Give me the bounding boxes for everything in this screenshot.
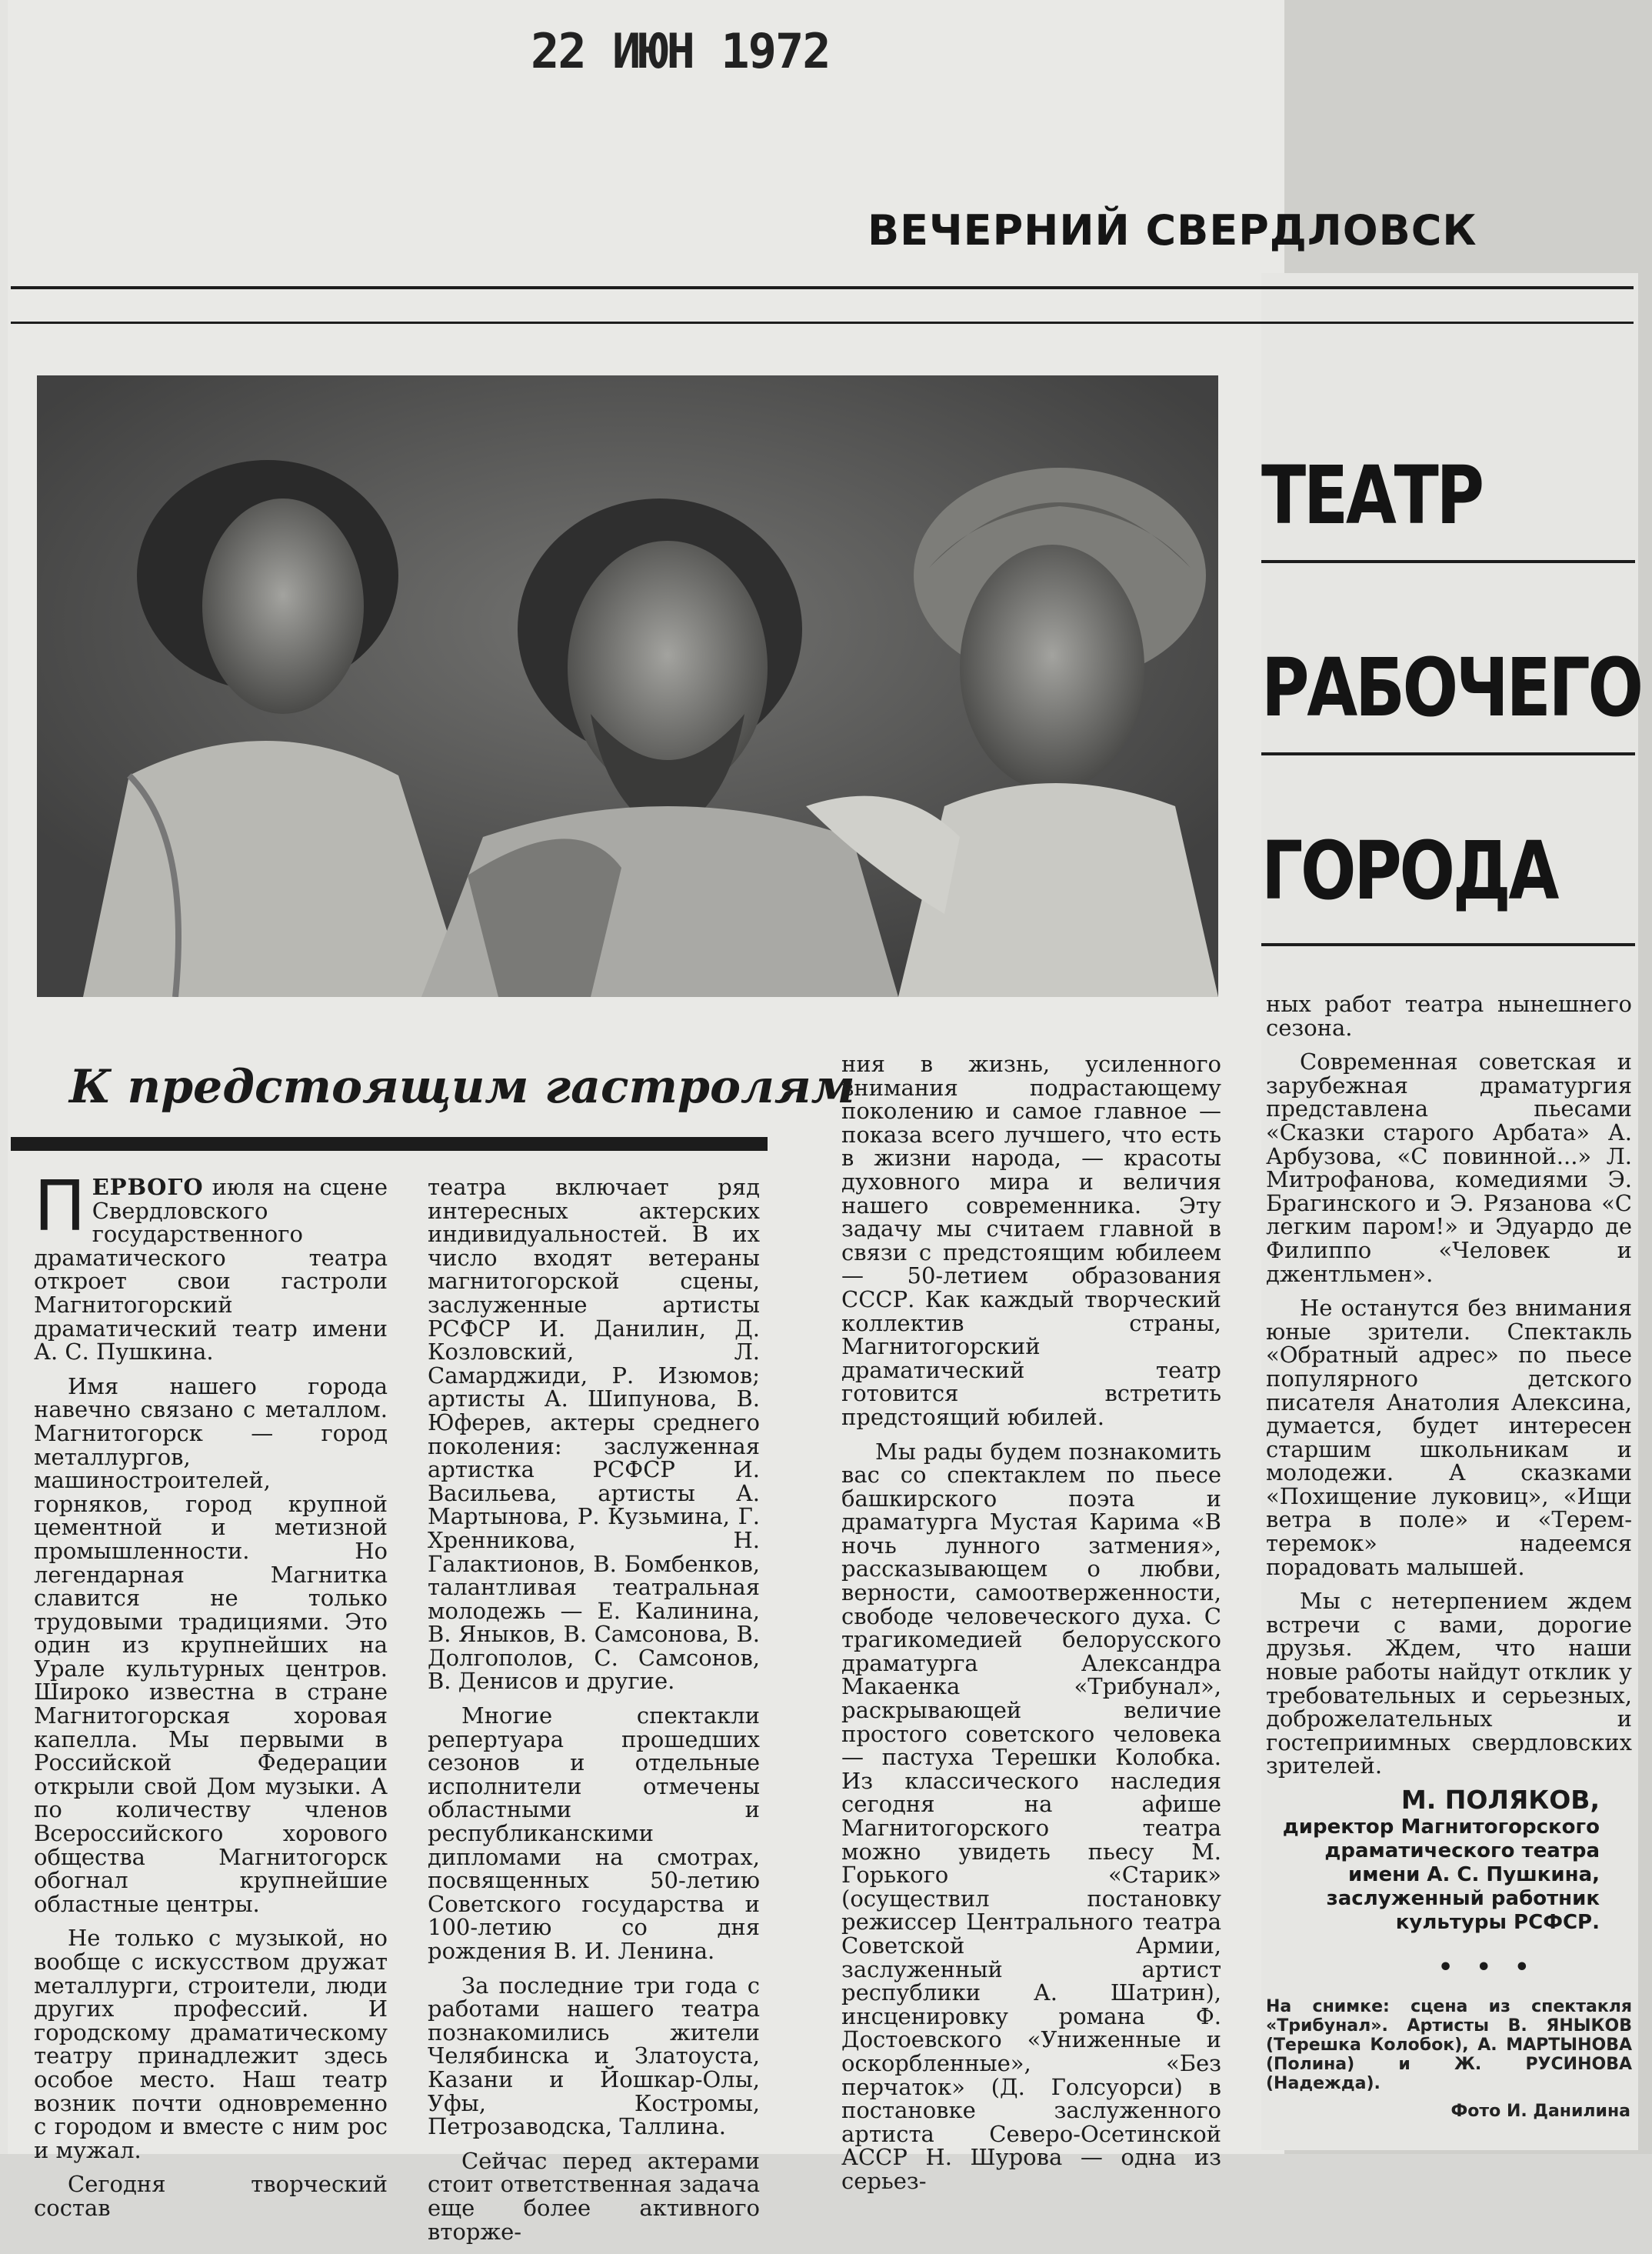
paragraph: Имя нашего города навечно связано с металлом. Магнитогорск — город металлургов, машиностроителей, горняков, город крупной цементной и метизной промышленности. Но легендарная Магнитка славится не только трудовыми традициями. Это один из крупнейших на Урале культурных центров. Широко известна в стране Магнитогорская хоровая капелла. Мы первыми в Российской Федерации открыли свой Дом музыки. А по количеству членов Всероссийского хорового общества Магнитогорск обогнал крупнейшие областные центры.: [34, 1372, 388, 1917]
paragraph: Мы рады будем познакомить вас со спектаклем по пьесе башкирского поэта и драматурга Мустая Карима «В ночь лунного затмения», рассказывающем о любви, верности, самоотверженности, свободе человеческого духа. С трагикомедией белорусского драматурга Александра Макаенка «Трибунал», раскрывающей величие простого советского человека — пастуха Терешки Колобка. Из классического наследия сегодня на афише Магнитогорского театра можно увидеть пьесу М. Горького «Старик» (осуществил постановку режиссер Центрального театра Советской Армии, заслуженный артист республики А. Шатрин), инсценировку романа Ф. Достоевского «Униженные и оскорбленные», «Без перчаток» (Д. Голсуорси) в постановке заслуженного артиста Северо-Осетинской АССР Н. Шурова — одна из серьез-: [841, 1438, 1221, 2194]
separator-dots: • • •: [1438, 1954, 1537, 1981]
masthead-rule-top: [11, 286, 1634, 289]
headline-line-1: ТЕАТР: [1261, 448, 1482, 542]
lead-word: ЕРВОГО: [92, 1174, 204, 1200]
article-column-3: [841, 1052, 1221, 2204]
photo-caption: На снимке: сцена из спектакля «Трибунал». Артисты В. ЯНЫКОВ (Терешка Колобок), А. МАРТЫНОВА (Полина) и Ж. РУСИНОВА (Надежда).: [1266, 1997, 1632, 2093]
masthead-rule-bottom: [11, 322, 1634, 324]
headline-rule-2: [1261, 752, 1635, 755]
article-column-2: [428, 1175, 760, 2254]
article-column-4: [1266, 992, 1632, 1789]
newspaper-name: ВЕЧЕРНИЙ СВЕРДЛОВСК: [868, 206, 1477, 255]
paragraph-text: июля на сцене Свердловского государственного драматического театра откроет свои гастроли Магнитогорский драматический театр имени А. С. Пушкина.: [34, 1174, 388, 1365]
paragraph: Мы с нетерпением ждем встречи с вами, дорогие друзья. Ждем, что наши новые работы найдут отклик у требовательных и серьезных, доброжелательных и гостеприимных свердловских зрителей.: [1266, 1588, 1632, 1779]
headline-rule-1: [1261, 560, 1635, 563]
paragraph: Не останутся без внимания юные зрители. Спектакль «Обратный адрес» по пьесе популярного детского писателя Анатолия Алексина, думается, будет интересен старшим школьникам и молодежи. А сказками «Похищение луковиц», «Ищи ветра в поле» и «Терем-теремок» надеемся порадовать малышей.: [1266, 1295, 1632, 1580]
kicker-bar: [11, 1137, 768, 1151]
article-column-1: [34, 1166, 388, 2231]
paragraph: Современная советская и зарубежная драматургия представлена пьесами «Сказки старого Арбата» А. Арбузова, «С повинной...» Л. Митрофанова, комедиями Э. Брагинского и Э. Рязанова «С легким паром!» и Эдуардо де Филиппо «Человек и джентльмен».: [1266, 1049, 1632, 1287]
photo-credit: Фото И. Данилина: [1450, 2102, 1630, 2121]
headline-rule-3: [1261, 943, 1635, 946]
paragraph: ния в жизнь, усиленного внимания подрастающему поколению и самое главное — показа всего лучшего, что есть в жизни народа, — красоты духовного мира и величия нашего современника. Эту задачу мы считаем главной в связи с предстоящим юбилеем — 50-летием образования СССР. Как каждый творческий коллектив страны, Магнитогорский драматический театр готовится встретить предстоящий юбилей.: [841, 1051, 1221, 1430]
headline-line-3: ГОРОДА: [1261, 824, 1557, 918]
paragraph: ных работ театра нынешнего сезона.: [1266, 991, 1632, 1041]
author-title: директор Магнитогорского драматического театра имени А. С. Пушкина, заслуженный работник культуры РСФСР.: [1282, 1816, 1600, 1934]
paragraph: Многие спектакли репертуара прошедших сезонов и отдельные исполнители отмечены областными и республиканскими дипломами на смотрах, посвященных 50-летию Советского государства и 100-летию со дня рождения В. И. Ленина.: [428, 1702, 760, 1964]
paragraph: Сегодня творческий состав: [34, 2171, 388, 2221]
paragraph: [34, 1166, 388, 1365]
paragraph: театра включает ряд интересных актерских индивидуальностей. В их число входят ветераны магнитогорской сцены, заслуженные артисты РСФСР И. Данилин, Д. Козловский, Л. Самарджиди, Р. Изюмов; артисты А. Шипунова, В. Юферев, актеры среднего поколения: заслуженная артистка РСФСР И. Васильева, артисты А. Мартынова, Р. Кузьмина, Г. Хренникова, Н. Галактионов, В. Бомбенков, талантливая театральная молодежь — Е. Калинина, В. Яныков, В. Самсонова, В. Долгополов, С. Самсонов, В. Денисов и другие.: [428, 1174, 760, 1695]
kicker: К предстоящим гастролям: [69, 1060, 855, 1114]
paragraph: Сейчас перед актерами стоит ответственная задача еще более активного вторже-: [428, 2147, 760, 2245]
stage-photo-illustration: [37, 375, 1218, 997]
stage-photo: [37, 375, 1218, 997]
paragraph: Не только с музыкой, но вообще с искусством дружат металлурги, строители, люди других профессий. И городскому драматическому театру принадлежит здесь особое место. Наш театр возник почти одновременно с городом и вместе с ним рос и мужал.: [34, 1925, 388, 2163]
paragraph: За последние три года с работами нашего театра познакомились жители Челябинска и Златоуста, Казани и Йошкар-Олы, Уфы, Костромы, Петрозаводска, Таллина.: [428, 1972, 760, 2140]
headline-line-2: РАБОЧЕГО: [1261, 641, 1641, 735]
drop-cap: П: [34, 1166, 86, 1247]
author-name: М. ПОЛЯКОВ,: [1401, 1785, 1600, 1815]
date-stamp: 22 ИЮН 1972: [531, 23, 830, 79]
